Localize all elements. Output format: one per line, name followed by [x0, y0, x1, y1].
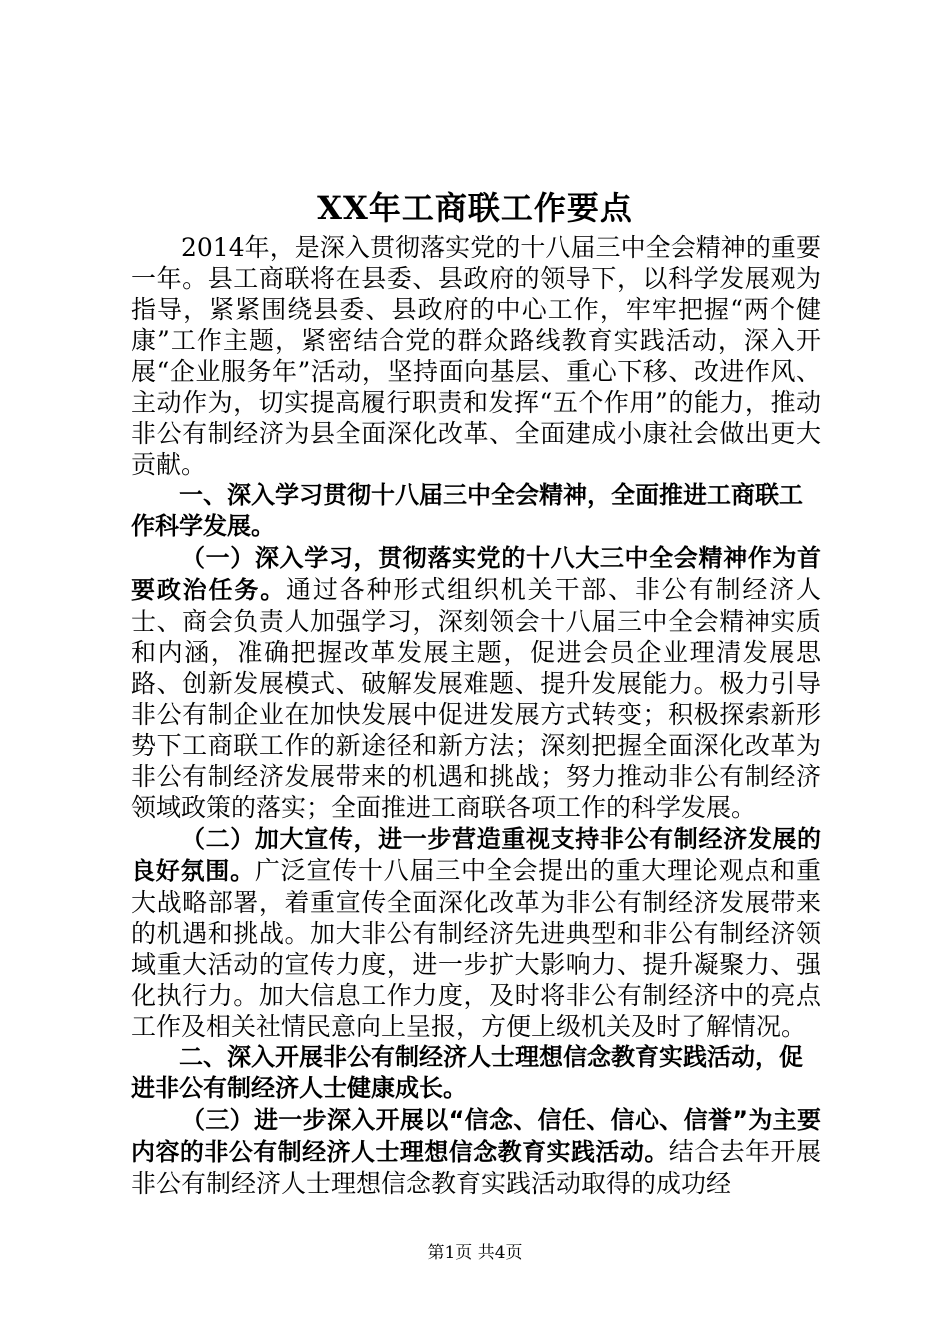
item-lead-1: （一）深入学习，贯彻落实党的十八大三中全会精神作为首要政治任务。 [131, 544, 821, 604]
item-paragraph-3 [131, 1104, 821, 1199]
section-heading-1: 一、深入学习贯彻十八届三中全会精神，全面推进工商联工作科学发展。 [131, 481, 803, 540]
section-heading-2: 二、深入开展非公有制经济人士理想信念教育实践活动，促进非公有制经济人士健康成长。 [131, 1043, 803, 1102]
item-paragraph-2 [131, 823, 821, 1042]
document-title: XX年工商联工作要点 [317, 189, 633, 227]
item-paragraph-1 [131, 542, 821, 823]
item-text-2: 广泛宣传十八届三中全会提出的重大理论观点和重大战略部署，着重宣传全面深化改革为非公有制经济发展带来的机遇和挑战。加大非公有制经济先进典型和非公有制经济领域重大活动的宣传力度，进一步扩大影响力、提升凝聚力、强化执行力。加大信息工作力度，及时将非公有制经济中的亮点工作及相关社情民意向上呈报，方便上级机关及时了解情况。 [131, 856, 821, 1041]
page-footer: 第1页 共4页 [427, 1243, 523, 1263]
item-lead-2: （二）加大宣传，进一步营造重视支持非公有制经济发展的良好氛围。 [131, 825, 821, 885]
intro-paragraph: 2014年，是深入贯彻落实党的十八届三中全会精神的重要一年。县工商联将在县委、县政府的领导下，以科学发展观为指导，紧紧围绕县委、县政府的中心工作，牢牢把握“两个健康”工作主题，紧密结合党的群众路线教育实践活动，深入开展“企业服务年”活动，坚持面向基层、重心下移、改进作风、主动作为，切实提高履行职责和发挥“五个作用”的能力，推动非公有制经济为县全面深化改革、全面建成小康社会做出更大贡献。 [131, 233, 821, 479]
item-lead-3: （三）进一步深入开展以“信念、信任、信心、信誉”为主要内容的非公有制经济人士理想信念教育实践活动。 [131, 1106, 821, 1166]
item-text-3: 结合去年开展非公有制经济人士理想信念教育实践活动取得的成功经 [131, 1137, 821, 1198]
document-body [131, 232, 821, 1199]
item-text-1: 通过各种形式组织机关干部、非公有制经济人士、商会负责人加强学习，深刻领会十八届三中全会精神实质和内涵，准确把握改革发展主题，促进会员企业理清发展思路、创新发展模式、破解发展难题、提升发展能力。极力引导非公有制企业在加快发展中促进发展方式转变；积极探索新形势下工商联工作的新途径和新方法；深刻把握全面深化改革为非公有制经济发展带来的机遇和挑战；努力推动非公有制经济领域政策的落实；全面推进工商联各项工作的科学发展。 [131, 575, 821, 822]
